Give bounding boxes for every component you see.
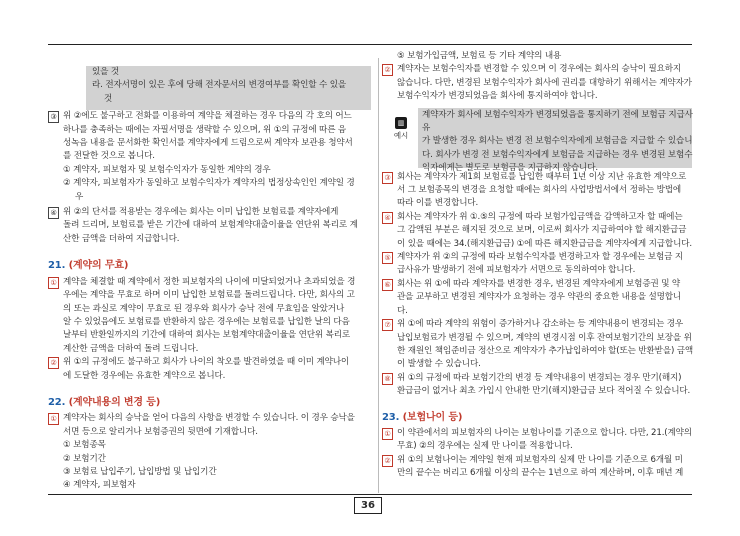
list-item: ③ 보험료 납입주기, 납입방법 및 납입기간 (63, 466, 217, 477)
text-line: 환급금이 없거나 최초 가입시 안내한 만기(해지)환급금 보다 적어질 수 있습니다. (397, 386, 691, 397)
heading-number: 21. (48, 260, 66, 272)
text-line: 계약자는 회사의 승낙을 얻어 다음의 사항을 변경할 수 있습니다. 이 경우 승낙을 (63, 413, 355, 424)
clause-3 (48, 110, 372, 204)
text-line: 산한 금액을 더하여 지급합니다. (63, 233, 180, 244)
list-item: ② 계약자, 피보험자가 동일하고 보험수익자가 계약자의 법정상속인인 계약일 경 (63, 178, 355, 189)
text-line: 를 전달한 것으로 봅니다. (63, 151, 155, 162)
text-line: 따라 이를 변경합니다. (397, 198, 479, 209)
text-line: 있을 것 (92, 67, 120, 77)
text-line: 에 도달한 경우에는 유효한 계약으로 봅니다. (63, 370, 226, 381)
book-icon: ▥ (395, 117, 407, 129)
heading-number: 23. (382, 411, 400, 423)
text-line: 계약을 체결할 때 계약에서 정한 피보험자의 나이에 미달되었거나 초과되었을 경 (63, 276, 356, 287)
heading-title: (계약의 무효) (68, 260, 129, 272)
clause-number: ② (48, 357, 59, 369)
text-line: 위 ②에도 불구하고 전화를 이용하여 계약을 체결하는 경우 다음의 각 호의 어느 (63, 111, 352, 122)
example-block (382, 109, 694, 174)
example-text (422, 109, 694, 176)
section-heading-21 (48, 259, 372, 272)
clause-4 (48, 206, 372, 246)
article-22-1 (48, 412, 372, 492)
text-line: 보험수익자가 변경되었음을 회사에 통지하여야 합니다. (397, 91, 598, 102)
text-line: 회사는 계약자가 제1회 보험료를 납입한 때부터 1년 이상 지난 유효한 계약으로 (397, 171, 687, 182)
heading-title: (보험나이 등) (402, 411, 463, 423)
text-line: 우에는 계약을 무효로 하며 이미 납입한 보험료를 돌려드립니다. 다만, 회사의 고 (63, 290, 355, 301)
list-item: ① 계약자, 피보험자 및 보험수익자가 동일한 계약의 경우 (63, 164, 271, 175)
text-line: 위 ①에 따라 계약의 위험이 증가하거나 감소하는 등 계약내용이 변경되는 경우 (397, 319, 684, 330)
text-line: 한 재원인 책임준비금 정산으로 계약자가 추가납입하여야 할(또는 반환받을) 금액 (397, 345, 694, 356)
column-divider (378, 58, 379, 493)
clause-number: ① (382, 428, 393, 440)
section-heading-23 (382, 411, 694, 424)
clause-number: ⑤ (382, 252, 393, 264)
text-line: 서 그 보험종목의 변경을 요청할 때에는 회사의 사업방법서에서 정하는 방법에 (397, 185, 682, 196)
article-23-1 (382, 427, 694, 454)
article-22-5 (382, 251, 694, 278)
text-line: 돌려 드리며, 보험료를 받은 기간에 대하여 보험계약대출이율을 연단위 복리로 계 (63, 220, 358, 231)
list-item: ② 보험기간 (63, 453, 106, 464)
article-22-6 (382, 278, 694, 318)
quoted-box-text (48, 66, 372, 106)
text-line: 회사는 계약자가 위 ①.⑤의 규정에 따라 보험가입금액을 감액하고자 할 때에는 (397, 211, 683, 222)
text-line: 성녹음 내용을 문서화한 확인서를 계약자에게 드림으로써 계약자 보관용 청약서 (63, 138, 353, 149)
text-line: 무효) ②의 경우에는 실제 만 나이를 적용합니다. (397, 441, 573, 452)
text-line: 다. 회사가 변경 전 보험수익자에게 보험금을 지급하는 경우 변경된 보험수 (422, 149, 693, 160)
text-line: 회사는 위 ①에 따라 계약자를 변경한 경우, 변경된 계약자에게 보험증권 및 약 (397, 278, 681, 289)
text-line: 것 (104, 93, 113, 104)
heading-number: 22. (48, 396, 66, 408)
article-22-3 (382, 171, 694, 211)
page-number: 36 (354, 497, 382, 514)
clause-number: ② (382, 64, 393, 76)
text-line: 납입보험료가 변경될 수 있으며, 계약의 변경시점 이후 잔여보험기간의 보장을 위 (397, 332, 692, 343)
text-line: 이 약관에서의 피보험자의 나이는 보험나이를 기준으로 합니다. 다만, 21.(계약의 (397, 427, 692, 438)
text-line: 관을 교부하고 변경된 계약자가 요청하는 경우 약관의 중요한 내용을 설명합니 (397, 292, 682, 303)
text-line: 다. (397, 305, 408, 316)
text-line: 익자에게는 별도로 보험금을 지급하지 않습니다. (422, 163, 598, 174)
article-22-2 (382, 63, 694, 103)
article-22-8 (382, 372, 694, 399)
clause-number: ④ (382, 212, 393, 224)
text-line: 하나를 충족하는 때에는 자필서명을 생략할 수 있으며, 위 ①의 규정에 따른 음 (63, 124, 347, 135)
section-heading-22 (48, 396, 372, 409)
article-23-2 (382, 454, 694, 481)
text-line: 계약자가 위 ②의 규정에 따라 보험수익자를 변경하고자 할 경우에는 보험금 지 (397, 252, 684, 263)
article-21-2 (48, 356, 372, 383)
text-line: 날부터 반환일까지의 기간에 대하여 회사는 보험계약대출이율을 연단위 복리로 (63, 330, 351, 341)
list-item: ① 보험종목 (63, 440, 106, 451)
example-label: 예시 (393, 130, 409, 140)
right-column (382, 50, 694, 481)
clause-number: ③ (382, 172, 393, 184)
clause-number: ⑦ (382, 319, 393, 331)
text-line: 알 수 있었음에도 보험료를 반환하지 않은 경우에는 보험료를 납입한 날의 다음 (63, 316, 350, 327)
text-line: 이 발생할 수 있습니다. (397, 359, 481, 370)
article-22-4 (382, 211, 694, 251)
article-22-7 (382, 318, 694, 372)
heading-title: (계약내용의 변경 등) (68, 396, 161, 408)
list-item: 우 (75, 191, 84, 202)
clause-number: ③ (48, 111, 59, 123)
clause-number: ① (48, 277, 59, 289)
example-badge (390, 117, 412, 141)
text-line: 라. 전자서명이 있은 후에 당해 전자문서의 변경여부를 확인할 수 있을 (92, 80, 347, 91)
text-line: 위 ①의 규정에 따라 보험기간의 변경 등 계약내용이 변경되는 경우 만기(해지) (397, 372, 682, 383)
bottom-rule (48, 494, 692, 495)
text-line: 서면 등으로 알리거나 보험증권의 뒷면에 기재합니다. (63, 426, 258, 437)
text-line: 위 ①의 규정에도 불구하고 회사가 나이의 착오를 발견하였을 때 이미 계약나이 (63, 357, 350, 368)
clause-number: ⑥ (382, 279, 393, 291)
text-line: 위 ②의 단서를 적용받는 경우에는 회사는 이미 납입한 보험료를 계약자에게 (63, 207, 339, 218)
text-line: 위 ①의 보험나이는 계약일 현재 피보험자의 실제 만 나이를 기준으로 6개월 미 (397, 454, 683, 465)
text-line: 계약자가 회사에 보험수익자가 변경되었음을 통지하기 전에 보험금 지급사유 (422, 109, 693, 134)
text-line: 가 발생한 경우 회사는 변경 전 보험수익자에게 보험금을 지급할 수 있습니 (422, 136, 693, 147)
text-line: 의 또는 과실로 계약이 무효로 된 경우와 회사가 승낙 전에 무효임을 알았거나 (63, 303, 345, 314)
text-line: 계약자는 보험수익자를 변경할 수 있으며 이 경우에는 회사의 승낙이 필요하지 (397, 64, 682, 75)
clause-number: ① (48, 413, 59, 425)
text-line: 그 감액된 부분은 해지된 것으로 보며, 이로써 회사가 지급하여야 할 해지환급금 (397, 225, 687, 236)
text-line: 만의 끝수는 버리고 6개월 이상의 끝수는 1년으로 하여 계산하며, 이후 매년 계 (397, 468, 684, 479)
article-21-1 (48, 276, 372, 356)
left-column (48, 66, 372, 493)
text-line: 이 있을 때에는 34.(해지환급금) ①에 따른 해지환급금을 계약자에게 지급합니다. (397, 238, 692, 249)
clause-number: ② (382, 455, 393, 467)
clause-number: ④ (48, 207, 59, 219)
top-rule (48, 44, 692, 45)
clause-number: ⑧ (382, 373, 393, 385)
text-line: 급사유가 발생하기 전에 피보험자가 서면으로 동의하여야 합니다. (397, 265, 636, 276)
list-item: ④ 계약자, 피보험자 (63, 480, 136, 491)
list-item: ⑤ 보험가입금액, 보험료 등 기타 계약의 내용 (397, 51, 562, 61)
text-line: 계산한 금액을 더하여 돌려 드립니다. (63, 343, 199, 354)
text-line: 않습니다. 다만, 변경된 보험수익자가 회사에 권리를 대항하기 위해서는 계약자가 (397, 77, 692, 88)
